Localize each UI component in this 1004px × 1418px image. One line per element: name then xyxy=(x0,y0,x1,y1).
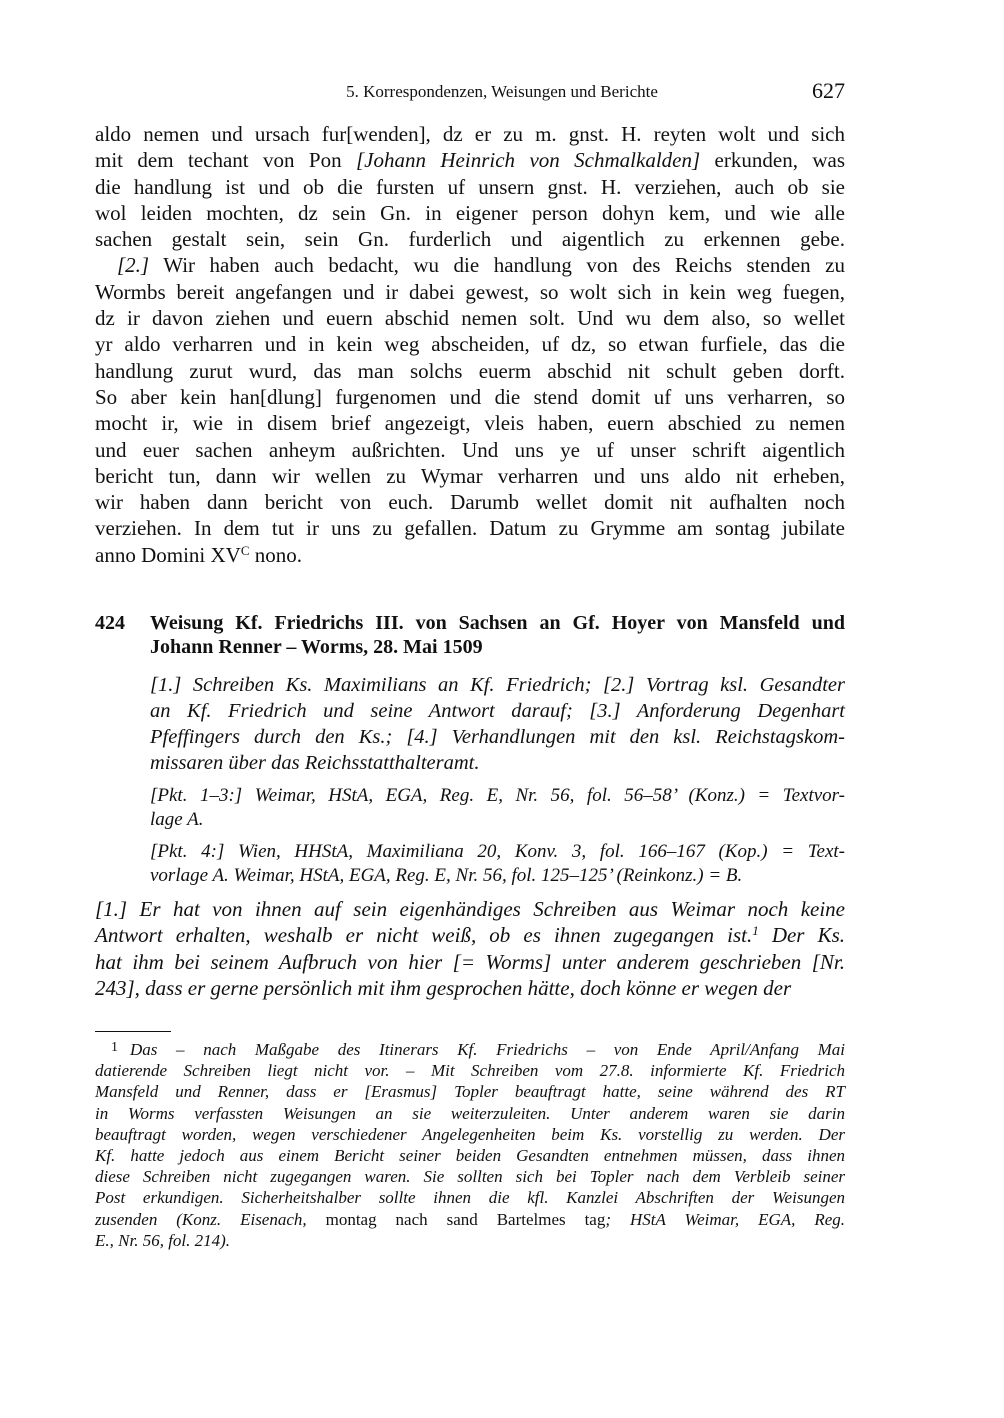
text-segment: bericht tun, dann wir wellen zu Wymar verharren und uns aldo nit erheben, xyxy=(95,463,845,488)
text-line xyxy=(95,1230,845,1251)
text-segment: lage A. xyxy=(150,809,204,830)
roman-text: montag nach sand Bartelmes tag xyxy=(325,1209,606,1229)
text-segment: hat ihm bei seinem Aufbruch von hier [= Worms] unter anderem geschrieben [Nr. xyxy=(95,949,845,974)
text-segment: Wir haben auch bedacht, wu die handlung von des Reichs stenden zu xyxy=(149,253,845,278)
text-segment: So aber kein han[dlung] furgenomen und die stend domit uf uns verharren, so xyxy=(95,384,845,409)
text-line xyxy=(95,922,845,948)
text-segment: Das – nach Maßgabe des Itinerars Kf. Friedrichs – von Ende April/Anfang Mai xyxy=(130,1040,845,1059)
text-line xyxy=(95,1060,845,1081)
text-line xyxy=(95,1145,845,1166)
text-line xyxy=(95,896,845,922)
text-segment: die handlung ist und ob die fursten uf unsern gnst. H. verziehen, auch ob sie xyxy=(95,174,845,199)
text-line xyxy=(95,226,845,252)
text-segment: Post erkundigen. Sicherheitshalber sollte ihnen die kfl. Kanzlei Abschriften der Weisungen xyxy=(95,1188,845,1208)
text-segment: aldo nemen und ursach fur[wenden], dz er zu m. gnst. H. reyten wolt und sich xyxy=(95,122,845,146)
text-line xyxy=(95,1187,845,1208)
text-line xyxy=(150,750,845,776)
text-segment: anno Domini XV xyxy=(95,542,241,567)
text-line xyxy=(150,672,845,698)
text-segment: yr aldo verharren und in kein weg abscheiden, uf dz, so etwan furfiele, das die xyxy=(95,332,845,357)
text-line xyxy=(95,305,845,331)
text-segment: beauftragt worden, wegen verschiedener Angelegenheiten beim Ks. vorstellig zu werden. Der xyxy=(95,1124,845,1144)
text-line xyxy=(95,410,845,436)
text-segment: sachen gestalt sein, sein Gn. furderlich und aigentlich zu erkennen gebe. xyxy=(95,227,845,252)
text-segment: [Pkt. 1–3:] Weimar, HStA, EGA, Reg. E, Nr. 56, fol. 56–58’ (Konz.) = Textvor- xyxy=(150,785,845,806)
superscript: 1 xyxy=(752,923,759,939)
text-line xyxy=(150,636,845,660)
text-segment: Pfeffingers durch den Ks.; [4.] Verhandlungen mit den ksl. Reichstagskom- xyxy=(150,726,845,748)
text-segment: [1.] Schreiben Ks. Maximilians an Kf. Friedrich; [2.] Vortrag ksl. Gesandter xyxy=(150,674,845,696)
text-line xyxy=(95,252,845,278)
item-number: 424 xyxy=(95,612,125,634)
text-line xyxy=(95,542,845,568)
text-line xyxy=(95,384,845,410)
text-line xyxy=(95,949,845,975)
text-segment: verziehen. In dem tut ir uns zu gefallen. Datum zu Grymme am sontag jubilate xyxy=(95,516,845,541)
text-line xyxy=(95,331,845,357)
italic-text: [Johann Heinrich von Schmalkalden] xyxy=(356,148,701,173)
text-line xyxy=(150,840,845,864)
text-segment: E., Nr. 56, fol. 214). xyxy=(95,1230,231,1250)
text-line xyxy=(95,121,845,147)
text-line xyxy=(95,975,845,1001)
item-title xyxy=(150,612,845,659)
text-line xyxy=(95,174,845,200)
text-line xyxy=(95,358,845,384)
text-line xyxy=(95,147,845,173)
text-segment: vorlage A. Weimar, HStA, EGA, Reg. E, Nr. 56, fol. 125–125’ (Reinkonz.) = B. xyxy=(150,865,743,886)
text-segment: erkunden, was xyxy=(700,148,846,173)
text-line xyxy=(95,437,845,463)
text-segment: datierende Schreiben liegt nicht vor. – Mit Schreiben vom 27.8. informierte Kf. Friedrich xyxy=(95,1061,845,1081)
text-segment: zusenden (Konz. Eisenach, xyxy=(95,1209,326,1229)
item-text xyxy=(95,896,845,1001)
text-segment: an Kf. Friedrich und seine Antwort darauf; [3.] Anforderung Degenhart xyxy=(150,700,845,722)
text-line xyxy=(95,515,845,541)
text-segment: diese Schreiben nicht zugegangen waren. Sie sollten sich bei Topler nach dem Verbleib seiner xyxy=(95,1167,845,1187)
text-segment: und euer sachen anheym außrichten. Und uns ye uf unser schrift aigentlich xyxy=(95,437,845,462)
text-segment: mocht ir, wie in disem brief angezeigt, vleis haben, euern abschied zu nemen xyxy=(95,411,845,436)
running-title: 5. Korrespondenzen, Weisungen und Berichte xyxy=(346,82,658,101)
text-segment: [Pkt. 4:] Wien, HHStA, Maximiliana 20, Konv. 3, fol. 166–167 (Kop.) = Text- xyxy=(150,841,845,862)
text-segment: [1.] Er hat von ihnen auf sein eigenhändiges Schreiben aus Weimar noch keine xyxy=(95,897,845,921)
source-note-2 xyxy=(150,840,845,888)
text-line xyxy=(95,1124,845,1145)
text-line xyxy=(150,698,845,724)
footnote-number: 1 xyxy=(111,1040,118,1055)
footnote-divider xyxy=(95,1031,171,1032)
text-segment: Mansfeld und Renner, dass er [Erasmus] Topler beauftragt hatte, seine während des RT xyxy=(95,1082,845,1102)
text-segment: Antwort erhalten, weshalb er nicht weiß, ob es ihnen zugegangen ist. xyxy=(95,923,753,948)
footnote xyxy=(95,1037,845,1251)
text-line xyxy=(95,200,845,226)
source-note-1 xyxy=(150,784,845,832)
text-line xyxy=(95,1037,845,1060)
text-segment: Weisung Kf. Friedrichs III. von Sachsen an Gf. Hoyer von Mansfeld und xyxy=(150,612,845,634)
text-line xyxy=(95,1209,845,1230)
text-line xyxy=(150,612,845,636)
page-number: 627 xyxy=(812,78,845,103)
text-segment: wol leiden mochten, dz sein Gn. in eigener person dohyn kem, und wie alle xyxy=(95,200,845,225)
text-line xyxy=(95,1081,845,1102)
text-segment: handlung zurut wurd, das man solchs euerm abschid nit schult geben dorft. xyxy=(95,358,845,383)
text-line xyxy=(150,864,845,888)
text-segment: mit dem techant von Pon xyxy=(95,148,356,173)
text-line xyxy=(95,1103,845,1124)
text-line xyxy=(150,808,845,832)
text-line xyxy=(95,489,845,515)
text-segment: 243], dass er gerne persönlich mit ihm gesprochen hätte, doch könne er wegen der xyxy=(95,975,792,1000)
text-line xyxy=(150,724,845,750)
text-segment: nono. xyxy=(249,542,303,567)
text-segment: Wormbs bereit angefangen und ir dabei gewest, so wolt sich in kein weg fuegen, xyxy=(95,279,845,304)
text-segment: missaren über das Reichsstatthalteramt. xyxy=(150,752,480,774)
text-segment: Kf. hatte jedoch aus einem Bericht seiner beiden Gesandten entnehmen müssen, dass ihnen xyxy=(95,1146,845,1166)
text-line xyxy=(150,784,845,808)
italic-text: [2.] xyxy=(117,253,150,278)
text-segment: Johann Renner – Worms, 28. Mai 1509 xyxy=(150,635,483,658)
text-segment: wir haben dann bericht von euch. Darumb wellet domit nit aufhalten noch xyxy=(95,490,845,515)
item-summary xyxy=(150,672,845,776)
text-line xyxy=(95,279,845,305)
text-segment: in Worms verfassten Weisungen an sie weiterzuleiten. Unter anderem waren sie darin xyxy=(95,1103,845,1123)
text-line xyxy=(95,463,845,489)
text-segment: dz ir davon ziehen und euern abschid nemen solt. Und wu dem also, so wellet xyxy=(95,306,845,331)
text-segment: Der Ks. xyxy=(758,923,846,948)
superscript: C xyxy=(240,542,250,558)
text-line xyxy=(95,1166,845,1187)
text-segment: ; HStA Weimar, EGA, Reg. xyxy=(605,1209,846,1229)
body-text xyxy=(95,121,845,568)
